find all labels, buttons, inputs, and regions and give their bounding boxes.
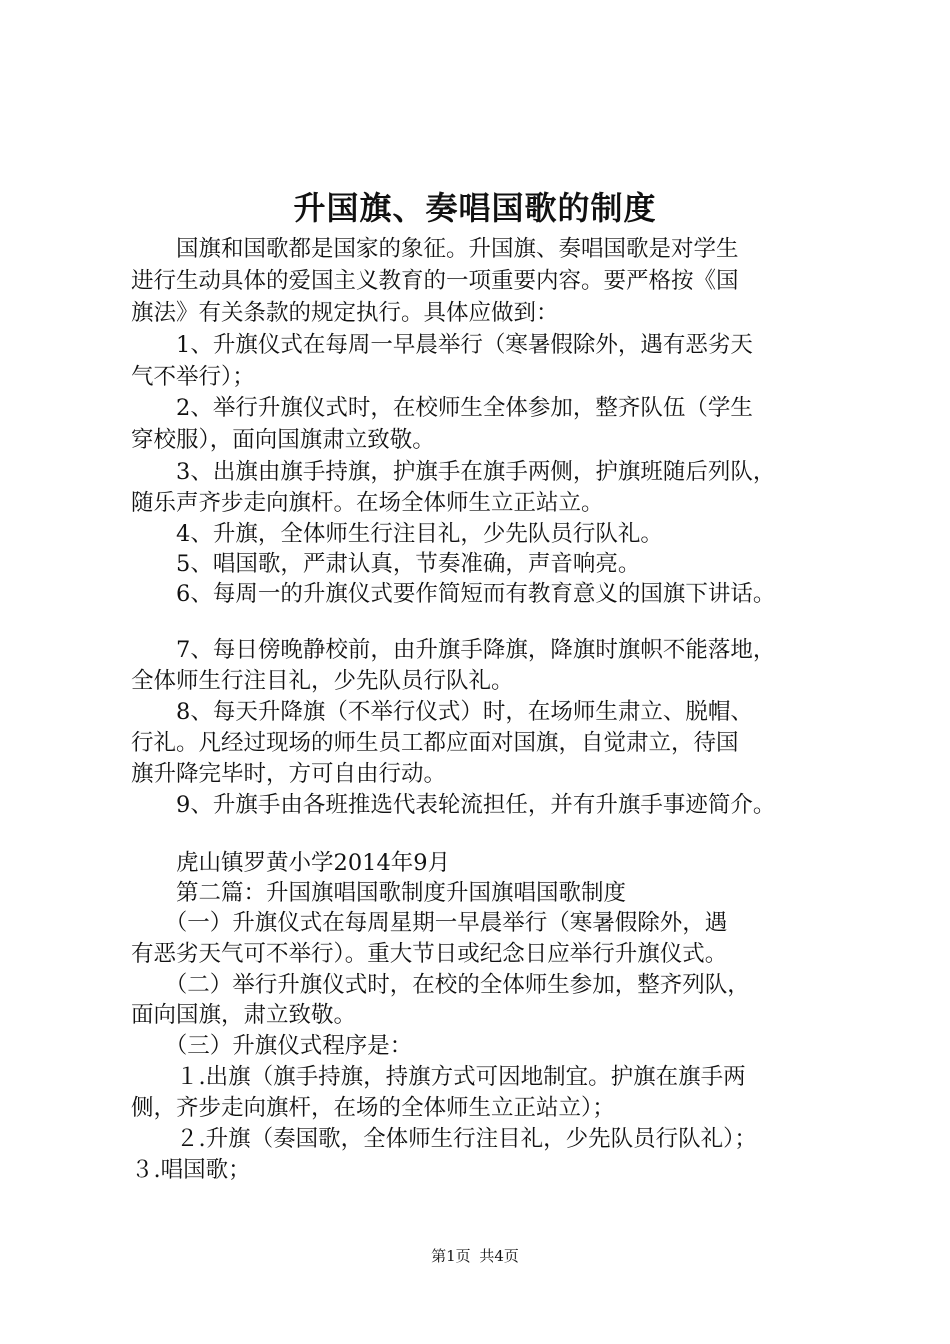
page-number: 第1页 [431,1247,471,1265]
paragraph-line: １.出旗（旗手持旗，持旗方式可因地制宜。护旗在旗手两 [131,1064,746,1090]
paragraph-line: 8、每天升降旗（不举行仪式）时，在场师生肃立、脱帽、 [131,699,753,725]
paragraph-line: ２.升旗（奏国歌，全体师生行注目礼，少先队员行队礼）； [131,1126,757,1152]
paragraph-line: 旗升降完毕时，方可自由行动。 [131,761,447,787]
document-title: 升国旗、奏唱国歌的制度 [293,189,657,227]
paragraph-line: （二）举行升旗仪式时，在校的全体师生参加，整齐列队， [131,972,750,998]
section-heading: 第二篇：升国旗唱国歌制度升国旗唱国歌制度 [131,880,627,906]
paragraph-line: 9、升旗手由各班推选代表轮流担任，并有升旗手事迹简介。 [131,792,776,818]
paragraph-line: 随乐声齐步走向旗杆。在场全体师生立正站立。 [131,490,604,516]
paragraph-line: 6、每周一的升旗仪式要作简短而有教育意义的国旗下讲话。 [131,581,776,607]
page-total: 共4页 [479,1247,519,1265]
paragraph-line: 气不举行）； [131,364,255,390]
paragraph-line: （三）升旗仪式程序是： [131,1033,413,1059]
paragraph-line: 5、唱国歌，严肃认真，节奏准确，声音响亮。 [131,551,641,577]
signature-line: 虎山镇罗黄小学2014年9月 [131,850,451,876]
paragraph-line: 国旗和国歌都是国家的象征。升国旗、奏唱国歌是对学生 [131,236,739,262]
paragraph-line: 进行生动具体的爱国主义教育的一项重要内容。要严格按《国 [131,268,739,294]
paragraph-line: 4、升旗，全体师生行注目礼，少先队员行队礼。 [131,521,663,547]
paragraph-line: 3、出旗由旗手持旗，护旗手在旗手两侧，护旗班随后列队， [131,459,776,485]
paragraph-line: 侧，齐步走向旗杆，在场的全体师生立正站立）； [131,1095,615,1121]
paragraph-line: 行礼。凡经过现场的师生员工都应面对国旗，自觉肃立，待国 [131,730,739,756]
paragraph-line: 旗法》有关条款的规定执行。具体应做到： [131,300,559,326]
paragraph-line: 全体师生行注目礼，少先队员行队礼。 [131,668,514,694]
paragraph-line: （一）升旗仪式在每周星期一早晨举行（寒暑假除外，遇 [131,910,728,936]
paragraph-line: 7、每日傍晚静校前，由升旗手降旗，降旗时旗帜不能落地， [131,637,776,663]
paragraph-line: 1、升旗仪式在每周一早晨举行（寒暑假除外，遇有恶劣天 [131,332,753,358]
paragraph-line: 穿校服），面向国旗肃立致敬。 [131,427,435,453]
paragraph-line: 2、举行升旗仪式时，在校师生全体参加，整齐队伍（学生 [131,395,753,421]
paragraph-line: 有恶劣天气可不举行）。重大节日或纪念日应举行升旗仪式。 [131,941,728,967]
paragraph-line: 面向国旗，肃立致敬。 [131,1002,357,1028]
page-footer [0,1245,950,1266]
paragraph-line: ３.唱国歌； [131,1157,251,1183]
